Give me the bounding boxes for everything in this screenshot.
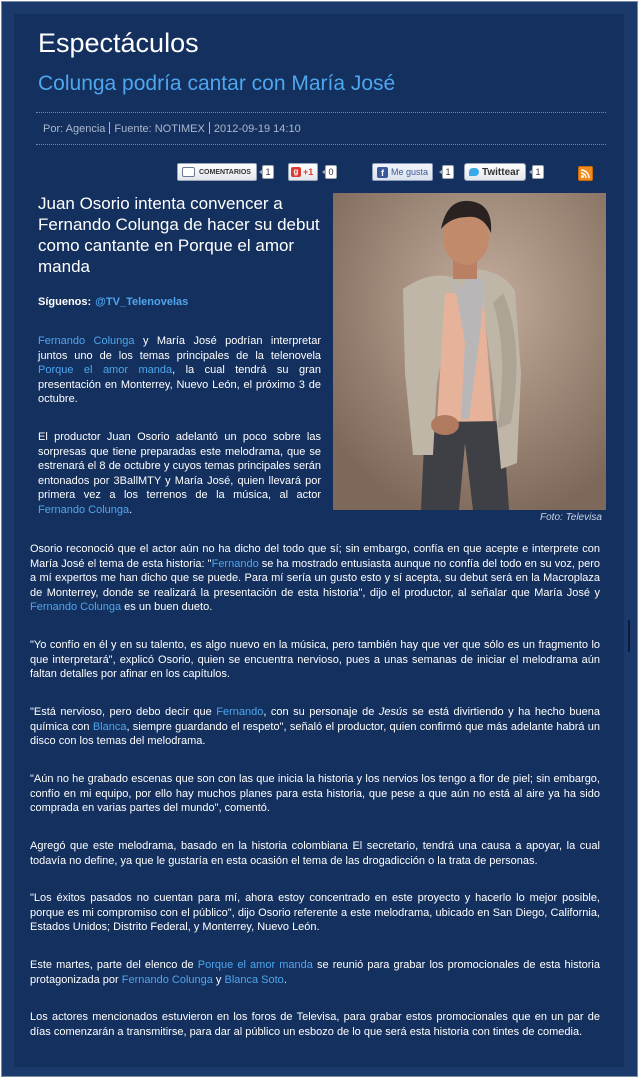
comment-icon <box>182 167 195 177</box>
follow-label: Síguenos: <box>38 296 92 308</box>
meta-date: 2012-09-19 14:10 <box>213 123 301 135</box>
body-text: es un buen dueto. <box>121 601 213 613</box>
body-text: . <box>129 503 133 516</box>
body-text: . <box>283 973 287 986</box>
body-text: El productor Juan Osorio adelantó un poco sobre las sorpresas que tiene preparadas este melodrama, que se estrenará el 8 de octubre y cuyos temas principales serán entonados por 3BallMTY y María José, quien llevará por primera vez a los terrenos de la música, al actor <box>38 431 321 501</box>
tweet-label: Twittear <box>482 166 520 178</box>
like-label: Me gusta <box>390 167 428 177</box>
body-paragraph <box>30 958 600 987</box>
article-meta <box>43 122 301 135</box>
telenovela-link[interactable]: Porque el amor manda <box>38 364 173 376</box>
scroll-indicator <box>628 620 630 652</box>
like-button[interactable] <box>372 163 433 181</box>
body-text: se ha mostrado entusiasta aunque no confía del todo en su voz, pero a mí expertos me han dicho que se puede. Para mí sería un gusto esto y sí acepta, su debut será en la Macroplaza de Monterrey, donde se realizará la presentación de esta historia", dijo el productor, al señalar que María José y <box>30 557 600 599</box>
twitter-bird-icon <box>469 168 479 176</box>
divider <box>36 112 606 113</box>
gplus-label: +1 <box>303 167 314 177</box>
body-paragraph: "Aún no he grabado escenas que son con las que inicia la historia y los nervios los tengo a flor de piel; sin embargo, confío en mi equipo, por ello hay muchos planes para esta historia, que pese a que aún no está al aire ya ha sido comprada en varias partes del mundo", comentó. <box>30 773 600 814</box>
tweet-button[interactable] <box>464 163 526 181</box>
telenovela-link[interactable]: Porque el amor manda <box>197 959 313 971</box>
body-text: "Está nervioso, pero debo decir que <box>30 706 217 718</box>
body-paragraph <box>38 430 321 517</box>
follow-us <box>38 296 188 308</box>
tweet-count: 1 <box>532 165 544 179</box>
body-paragraph: Agregó que este melodrama, basado en la historia colombiana El secretario, tendrá una causa a apoyar, la cual todavía no define, ya que le gustaría en esta ocasión el tema de las drogadicción o la trata de personas. <box>30 840 600 867</box>
actor-link[interactable]: Fernando Colunga <box>121 973 213 986</box>
actor-link[interactable]: Fernando Colunga <box>38 335 135 347</box>
article-lead: Juan Osorio intenta convencer a Fernando Colunga de hacer su debut como cantante en Porque el amor manda <box>38 194 320 276</box>
body-text: , siempre guardando el respeto", señaló el productor, quien confirmó que más adelante habrá un disco con los temas del melodrama. <box>30 720 600 747</box>
meta-source: Fuente: NOTIMEX <box>114 123 205 135</box>
comments-button[interactable] <box>177 163 257 181</box>
body-paragraph: "Los éxitos pasados no cuentan para mí, ahora estoy concentrado en este proyecto y hacerlo lo mejor posible, porque es mi compromiso con el público", dijo Osorio referente a este melodrama, ubicado en San Diego, California, Estados Unidos; Distrito Federal, y Monterrey, Nuevo León. <box>30 892 600 933</box>
body-paragraph <box>38 334 321 407</box>
body-text: se reunió para grabar los promocionales de esta historia protagonizada por <box>30 959 600 986</box>
body-text: y María José podrían interpretar juntos uno de los temas principales de la telenovela <box>38 335 322 362</box>
actor-link[interactable]: Fernando <box>216 706 264 718</box>
article-headline: Colunga podría cantar con María José <box>38 72 396 95</box>
section-title: Espectáculos <box>38 28 199 58</box>
body-paragraph: "Yo confío en él y en su talento, es algo nuevo en la música, pero también hay que ver que sólo es un fragmento lo que interpretará", explicó Osorio, quien se encuentra nervioso, pues a unas semanas de iniciar el melodrama aún faltan detalles por afinar en los capítulos. <box>30 639 600 680</box>
body-paragraph: Los actores mencionados estuvieron en los foros de Televisa, para grabar estos promocionales que en un par de días comenzarán a transmitirse, para dar al público un esbozo de lo que será esta historia con tintes de comedia. <box>30 1011 600 1038</box>
like-count: 1 <box>442 165 454 179</box>
actress-link[interactable]: Blanca Soto <box>224 973 284 986</box>
gplus-icon: g <box>291 167 301 177</box>
comments-count: 1 <box>262 165 274 179</box>
facebook-icon: f <box>377 167 388 178</box>
body-text: Osorio reconoció que el actor aún no ha dicho del todo que sí; sin embargo, confía en que acepte e interprete con María José el tema de esta historia: " <box>30 543 600 570</box>
photo-caption: Foto: Televisa <box>540 512 602 523</box>
body-text: Este martes, parte del elenco de <box>30 959 198 971</box>
actor-link[interactable]: Fernando <box>211 557 259 570</box>
gplus-count: 0 <box>325 165 337 179</box>
rss-icon[interactable] <box>578 166 593 181</box>
body-text: , con su personaje de <box>263 706 379 718</box>
body-paragraph <box>30 542 600 615</box>
body-paragraph <box>30 705 600 749</box>
meta-author: Por: Agencia <box>43 123 106 135</box>
body-text: y <box>212 973 225 986</box>
character-name: Jesús <box>378 706 408 718</box>
actor-link[interactable]: Fernando Colunga <box>38 503 130 516</box>
gplus-button[interactable] <box>288 163 318 181</box>
body-text: , la cual tendrá su gran presentación en Monterrey, Nuevo León, el próximo 3 de octubre. <box>38 364 321 405</box>
divider <box>36 144 606 145</box>
twitter-handle-link[interactable]: @TV_Telenovelas <box>95 296 189 308</box>
actor-link[interactable]: Fernando Colunga <box>30 601 122 613</box>
comments-label: COMENTARIOS <box>199 168 251 176</box>
article-photo <box>333 193 606 510</box>
actress-link[interactable]: Blanca <box>92 720 127 733</box>
body-text: se está divirtiendo y ha hecho buena química con <box>30 706 600 733</box>
